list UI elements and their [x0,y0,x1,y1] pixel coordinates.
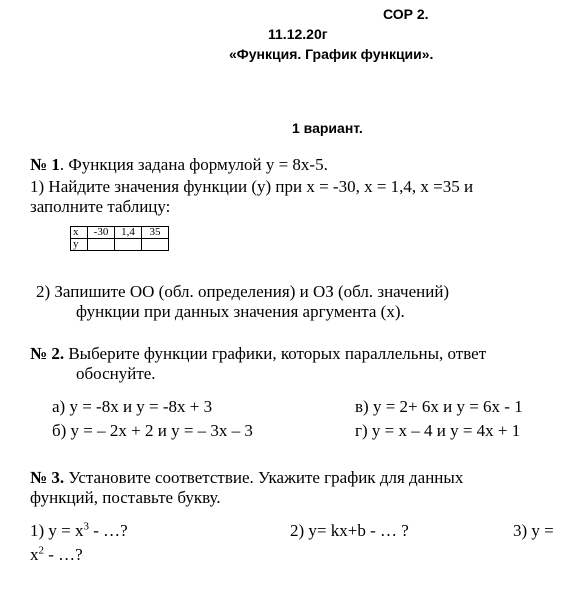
task3-item1 [30,521,128,541]
task2-option-v: в) y = 2+ 6x и y = 6x - 1 [355,397,523,416]
task3-number: № 3. [30,468,65,487]
task3-item1-base: 1) y = x [30,521,84,540]
sor-label: СОР 2. [383,6,429,22]
table-row [71,239,169,251]
table-cell: -30 [88,227,115,239]
task3-item3-base: x [30,545,39,564]
task2-heading [30,344,486,364]
task3-item3-continuation [30,545,83,565]
date-label: 11.12.20г [268,26,328,42]
task1-part2-line2: функции при данных значения аргумента (x). [76,302,405,321]
task3-item3-exponent: 2 [38,544,44,557]
task1-part1-line2: заполните таблицу: [30,197,171,216]
table-cell[interactable] [115,239,142,251]
task1-part1-line1: 1) Найдите значения функции (y) при x = -30, x = 1,4, x =35 и [30,177,474,196]
document-title: «Функция. График функции». [229,46,434,62]
table-cell[interactable] [88,239,115,251]
task2-line2: обоснуйте. [76,364,156,383]
task3-heading [30,468,463,488]
values-table [70,226,169,251]
task3-line1: Установите соответствие. Укажите график для данных [64,468,464,487]
table-header-x: x [71,227,88,239]
table-cell[interactable] [142,239,169,251]
task2-option-g: г) y = x – 4 и y = 4x + 1 [355,421,521,440]
task3-item1-answer: - …? [89,521,128,540]
table-header-y: y [71,239,88,251]
task1-text: . Функция задана формулой y = 8x-5. [59,155,328,174]
task3-item3-answer: - …? [44,545,83,564]
task2-number: № 2. [30,344,65,363]
table-cell: 35 [142,227,169,239]
task3-item2: 2) y= kx+b - … ? [290,521,409,540]
table-row [71,227,169,239]
task3-item1-exponent: 3 [83,520,89,533]
task1-part2-line1: 2) Запишите ОО (обл. определения) и ОЗ (обл. значений) [36,282,450,301]
task2-option-b: б) y = – 2x + 2 и y = – 3x – 3 [52,421,253,440]
task1-heading [30,155,328,175]
task3-item3-start: 3) y = [513,521,554,540]
table-cell: 1,4 [115,227,142,239]
task2-line1: Выберите функции графики, которых параллельны, ответ [64,344,487,363]
task1-number: № 1 [30,155,60,174]
task2-option-a: а) y = -8x и y = -8x + 3 [52,397,213,416]
task3-line2: функций, поставьте букву. [30,488,221,507]
variant-label: 1 вариант. [292,120,363,136]
